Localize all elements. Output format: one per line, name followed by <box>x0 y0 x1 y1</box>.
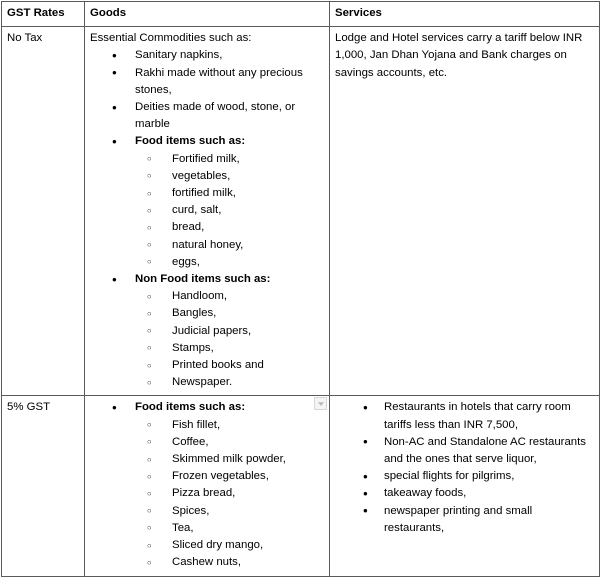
column-header-services: Services <box>330 2 600 27</box>
sub-list-item: ○ Fortified milk, <box>135 151 324 168</box>
services-list-5-percent <box>335 399 594 537</box>
sub-list <box>135 151 324 271</box>
goods-list-5-percent <box>90 399 324 571</box>
list-item <box>90 271 324 391</box>
sub-list <box>135 288 324 391</box>
sub-list-item: ○ curd, salt, <box>135 202 324 219</box>
sub-list-item: ○ natural honey, <box>135 237 324 254</box>
sub-list-item: ○ Handloom, <box>135 288 324 305</box>
list-item-label: Deities made of wood, stone, or marble <box>135 101 296 131</box>
list-item: ● Restaurants in hotels that carry room tariffs less than INR 7,500, <box>335 399 594 433</box>
sub-list-item: ○ Tea, <box>135 520 324 537</box>
table-header-row <box>2 2 600 27</box>
cell-goods-no-tax <box>85 27 330 396</box>
sub-list-item: ○ eggs, <box>135 254 324 271</box>
sub-list-item: ○ Bangles, <box>135 305 324 322</box>
cell-services-5-percent <box>330 396 600 576</box>
list-item <box>90 399 324 571</box>
list-item <box>90 99 324 133</box>
list-item <box>90 133 324 271</box>
table-row <box>2 396 600 576</box>
list-item <box>90 47 324 64</box>
sub-list-item: ○ Judicial papers, <box>135 323 324 340</box>
sub-list-item: ○ vegetables, <box>135 168 324 185</box>
sub-list-item: ○ bread, <box>135 219 324 236</box>
gst-rates-table <box>1 1 600 577</box>
list-item: ● special flights for pilgrims, <box>335 468 594 485</box>
list-item-label: Food items such as: <box>135 401 246 414</box>
list-item: ● Non-AC and Standalone AC restaurants and the ones that serve liquor, <box>335 434 594 468</box>
sub-list-item: ○ Spices, <box>135 503 324 520</box>
list-item-label: Food items such as: <box>135 135 246 148</box>
sub-list-item: ○ Cashew nuts, <box>135 554 324 571</box>
sub-list-item: ○ fortified milk, <box>135 185 324 202</box>
sub-list-item: ○ Fish fillet, <box>135 417 324 434</box>
services-text-no-tax: Lodge and Hotel services carry a tariff below INR 1,000, Jan Dhan Yojana and Bank charges on savings accounts, etc. <box>335 32 583 79</box>
goods-list-no-tax <box>90 47 324 391</box>
sub-list-item: ○ Newspaper. <box>135 374 324 391</box>
sub-list-item: ○ Skimmed milk powder, <box>135 451 324 468</box>
cell-services-no-tax <box>330 27 600 396</box>
sub-list-item: ○ Frozen vegetables, <box>135 468 324 485</box>
table-row <box>2 27 600 396</box>
goods-intro-text: Essential Commodities such as: <box>90 32 252 45</box>
sub-list-item: ○ Pizza bread, <box>135 485 324 502</box>
list-item: ● newspaper printing and small restaurants, <box>335 503 594 537</box>
sub-list-item: ○ Sliced dry mango, <box>135 537 324 554</box>
list-item-label: Rakhi made without any precious stones, <box>135 66 303 96</box>
list-item: ● takeaway foods, <box>335 485 594 502</box>
table-header <box>2 2 600 27</box>
list-item-label: Sanitary napkins, <box>135 49 223 62</box>
sub-list-item: ○ Stamps, <box>135 340 324 357</box>
column-header-gst-rates: GST Rates <box>2 2 85 27</box>
cell-rate-5-percent: 5% GST <box>2 396 85 576</box>
list-item-label: Non Food items such as: <box>135 273 271 286</box>
column-header-goods: Goods <box>85 2 330 27</box>
sub-list-item: ○ Coffee, <box>135 434 324 451</box>
document-page <box>0 1 600 569</box>
sub-list <box>135 417 324 572</box>
table-body <box>2 27 600 576</box>
cell-rate-no-tax: No Tax <box>2 27 85 396</box>
list-item <box>90 65 324 99</box>
cell-goods-5-percent <box>85 396 330 576</box>
sub-list-item: ○ Printed books and <box>135 357 324 374</box>
